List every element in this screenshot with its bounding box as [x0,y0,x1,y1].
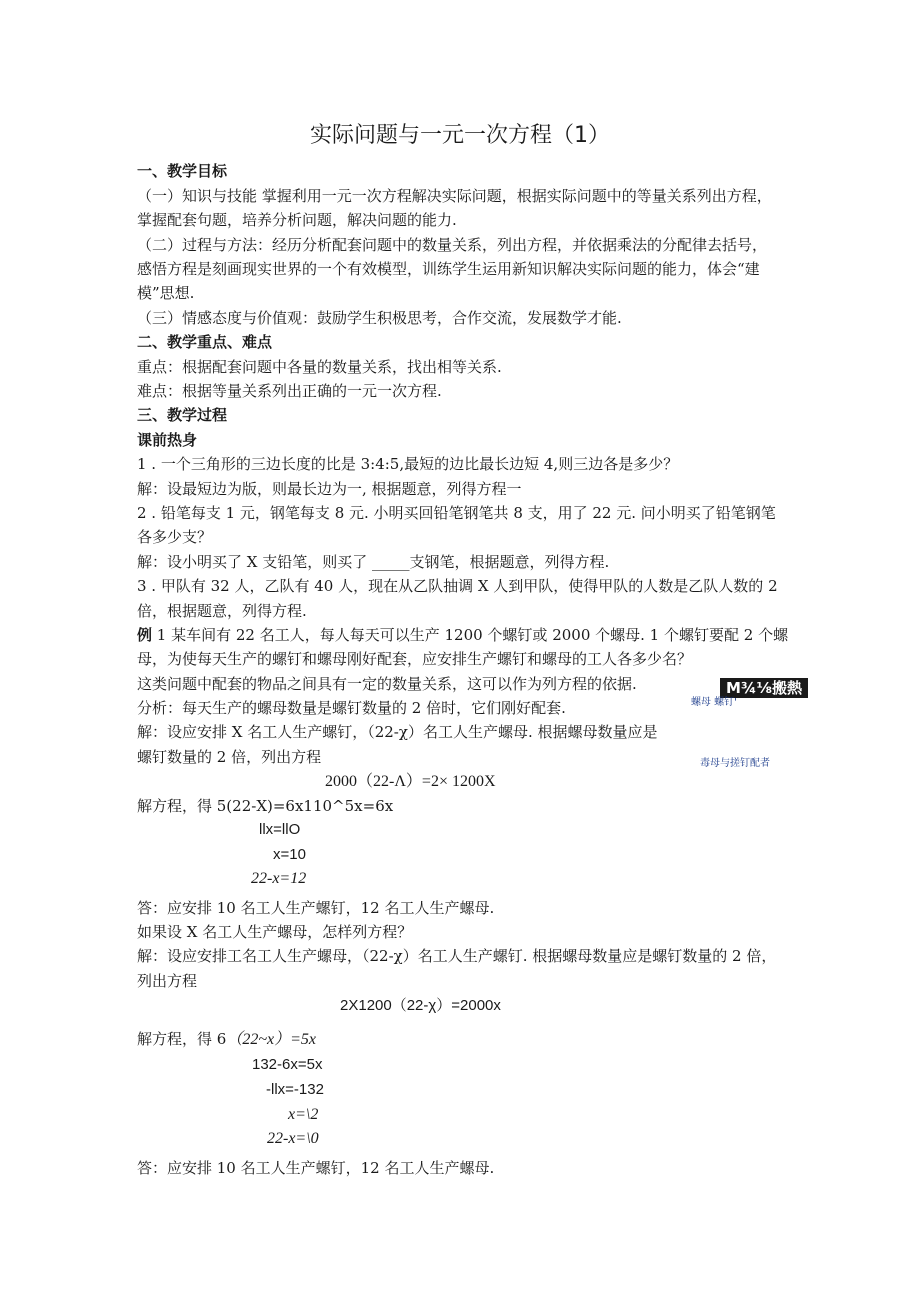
section-heading-objectives: 一、教学目标 [137,162,228,180]
answer-1: 解：设最短边为版，则最长边为一, 根据题意，列得方程一 [137,480,522,498]
key-point: 重点：根据配套问题中各量的数量关系，找出相等关系. [137,358,502,376]
solve-1-step1: llx=llO [259,821,301,838]
solution-1-line1: 解：设应安排 X 名工人生产螺钉，（22-χ）名工人生产螺母. 根据螺母数量应是 [137,723,658,741]
solve-2-label: 解方程，得 6 [137,1030,227,1048]
warmup-heading: 课前热身 [137,431,198,449]
objective-attitude: （三）情感态度与价值观：鼓励学生积极思考，合作交流，发展数学才能. [137,309,622,327]
answer-example-1: 答：应安排 10 名工人生产螺钉，12 名工人生产螺母. [137,899,495,917]
objective-process-line1: （二）过程与方法：经历分析配套问题中的数量关系，列出方程，并依据乘法的分配律去括号， [137,236,768,254]
section-heading-process: 三、教学过程 [137,406,228,424]
question-2-line2: 各多少支？ [137,528,213,546]
section-heading-key-points: 二、教学重点、难点 [137,333,273,351]
solution-2-line1: 解：设应安排工名工人生产螺母，（22-χ）名工人生产螺钉. 根据螺母数量应是螺钉数量的 2 倍， [137,947,777,965]
analysis-text: 分析：每天生产的螺母数量是螺钉数量的 2 倍时，它们刚好配套. [137,699,566,717]
answer-2: 解：设小明买了 X 支铅笔，则买了 _____支钢笔，根据题意，列得方程. [137,553,610,571]
difficult-point: 难点：根据等量关系列出正确的一元一次方程. [137,382,442,400]
solve-2-step1: 132-6x=5x [252,1056,323,1073]
solve-2-step4: 22-x=\0 [267,1130,319,1147]
objective-knowledge-line2: 掌握配套句题，培养分析问题，解决问题的能力. [137,211,457,229]
page-title: 实际问题与一元一次方程（1） [310,123,610,148]
question-3-line1: 3 . 甲队有 32 人，乙队有 40 人，现在从乙队抽调 X 人到甲队，使得甲队的人数是乙队人数的 2 [137,577,778,595]
solve-2-step2: -llx=-132 [266,1081,324,1098]
solve-2-expression: （22~x）=5x [226,1031,316,1048]
example-1-line2: 母，为使每天生产的螺钉和螺母刚好配套，应安排生产螺钉和螺母的工人各多少名？ [137,650,693,668]
margin-note-1: 螺母 螺钉' [691,697,737,708]
intro-text: 这类问题中配套的物品之间具有一定的数量关系，这可以作为列方程的依据. [137,675,637,693]
question-1: 1 . 一个三角形的三边长度的比是 3:4:5,最短的边比最长边短 4,则三边各是多少？ [137,455,679,473]
question-2-line1: 2 . 铅笔每支 1 元，钢笔每支 8 元. 小明买回铅笔钢笔共 8 支，用了 22 元. 问小明买了铅笔钢笔 [137,504,776,522]
solve-2 [137,1029,316,1050]
solve-1: 解方程，得 5(22-X)=6x110^5x=6x [137,797,394,815]
equation-2: 2X1200（22-χ）=2000x [340,997,501,1014]
solve-2-step3: x=\2 [288,1106,319,1123]
objective-process-line3: 模”思想. [137,284,195,302]
solve-1-step2: x=10 [273,846,306,863]
example-1-line1 [137,625,788,645]
solution-1-line2: 螺钉数量的 2 倍，列出方程 [137,748,322,766]
solve-1-step3: 22-x=12 [251,870,307,887]
objective-process-line2: 感悟方程是刻画现实世界的一个有效模型，训练学生运用新知识解决实际问题的能力，体会“建 [137,260,760,278]
margin-note-2: 毒母与搓钉配者 [700,758,770,769]
equation-1: 2000（22-Λ）=2× 1200X [325,773,496,790]
question-3-line2: 倍，根据题意，列得方程. [137,602,307,620]
solution-2-line2: 列出方程 [137,972,198,990]
example-1-text: 1 某车间有 22 名工人，每人每天可以生产 1200 个螺钉或 2000 个螺母. 1 个螺钉要配 2 个螺 [152,626,789,644]
margin-badge: M¾⅛搬熱 [720,678,808,698]
objective-knowledge-line1: （一）知识与技能 掌握利用一元一次方程解决实际问题，根据实际问题中的等量关系列出方程， [137,187,772,205]
example-label: 例 [137,626,153,644]
alternative-question: 如果设 X 名工人生产螺母，怎样列方程？ [137,923,413,941]
answer-example-2: 答：应安排 10 名工人生产螺钉，12 名工人生产螺母. [137,1159,495,1177]
